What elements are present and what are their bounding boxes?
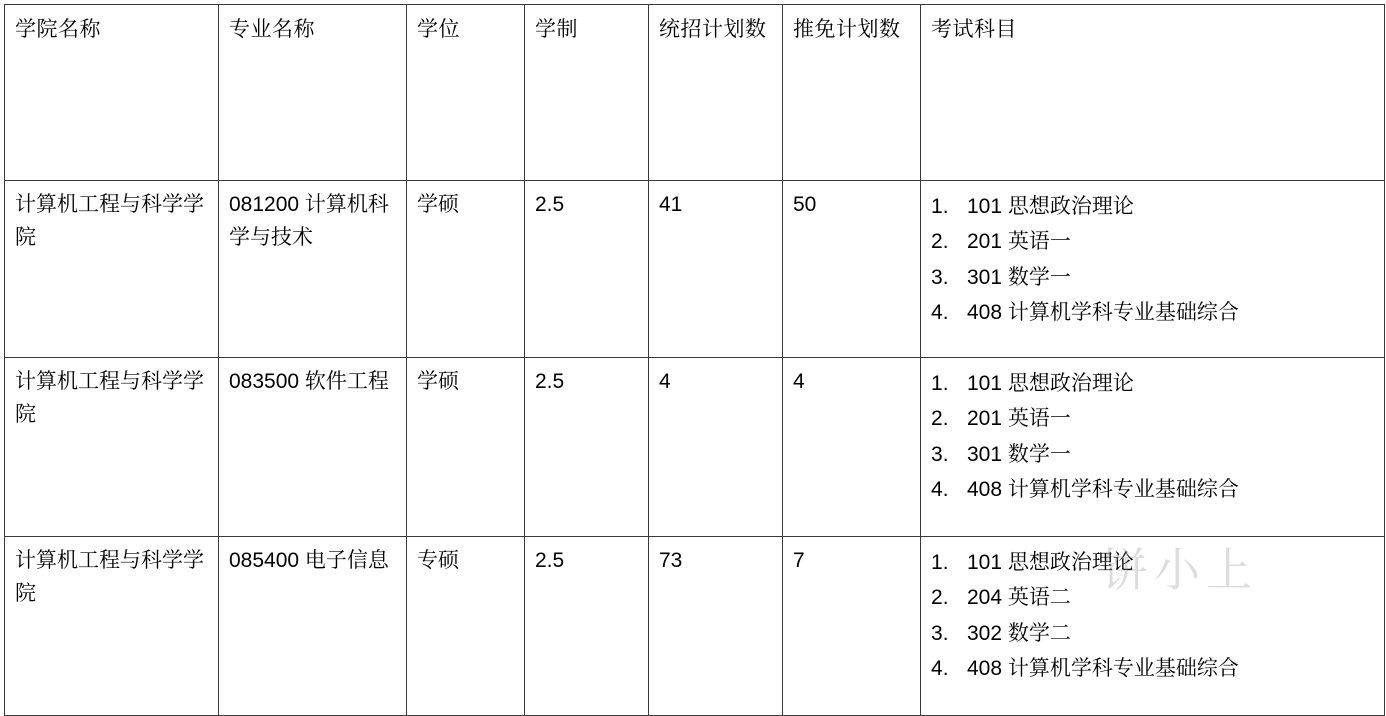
- cell-recommend: 4: [783, 358, 921, 537]
- table-row: [5, 537, 1385, 716]
- cell-college: 计算机工程与科学学院: [5, 537, 219, 716]
- cell-subjects: [921, 358, 1385, 537]
- subject-item: 301 数学一: [967, 265, 1071, 289]
- cell-college: 计算机工程与科学学院: [5, 181, 219, 358]
- subject-item: 101 思想政治理论: [967, 372, 1134, 395]
- cell-subjects: [921, 537, 1385, 716]
- cell-years: 2.5: [525, 181, 649, 358]
- cell-degree: 学硕: [407, 181, 525, 358]
- subject-item: 408 计算机学科专业基础综合: [967, 656, 1239, 680]
- subject-list: [931, 189, 1374, 330]
- column-header-degree: 学位: [407, 5, 525, 181]
- cell-major: 083500 软件工程: [219, 358, 407, 537]
- column-header-college: 学院名称: [5, 5, 219, 181]
- subject-item: 302 数学二: [967, 621, 1071, 645]
- subject-item: 201 英语一: [967, 230, 1071, 254]
- admission-plan-table: [4, 4, 1385, 716]
- table-row: [5, 358, 1385, 537]
- subject-item: 204 英语二: [967, 586, 1071, 610]
- cell-plan: 41: [649, 181, 783, 358]
- cell-major: 081200 计算机科学与技术: [219, 181, 407, 358]
- cell-recommend: 50: [783, 181, 921, 358]
- cell-major: 085400 电子信息: [219, 537, 407, 716]
- table-header-row: [5, 5, 1385, 181]
- column-header-subjects: 考试科目: [921, 5, 1385, 181]
- cell-college: 计算机工程与科学学院: [5, 358, 219, 537]
- cell-years: 2.5: [525, 358, 649, 537]
- column-header-plan: 统招计划数: [649, 5, 783, 181]
- subject-item: 101 思想政治理论: [967, 551, 1134, 574]
- subject-item: 301 数学一: [967, 442, 1071, 466]
- column-header-recommend: 推免计划数: [783, 5, 921, 181]
- cell-plan: 4: [649, 358, 783, 537]
- column-header-years: 学制: [525, 5, 649, 181]
- cell-degree: 学硕: [407, 358, 525, 537]
- watermark: 饼小上: [1102, 544, 1258, 596]
- cell-plan: 73: [649, 537, 783, 716]
- subject-list: [931, 545, 1374, 686]
- subject-item: 201 英语一: [967, 407, 1071, 431]
- cell-degree: 专硕: [407, 537, 525, 716]
- column-header-major: 专业名称: [219, 5, 407, 181]
- subject-item: 101 思想政治理论: [967, 195, 1134, 218]
- cell-subjects: [921, 181, 1385, 358]
- subject-item: 408 计算机学科专业基础综合: [967, 300, 1239, 324]
- subject-item: 408 计算机学科专业基础综合: [967, 477, 1239, 501]
- subject-list: [931, 366, 1374, 507]
- document-sheet: [0, 4, 1386, 688]
- cell-years: 2.5: [525, 537, 649, 716]
- cell-recommend: 7: [783, 537, 921, 716]
- table-row: [5, 181, 1385, 358]
